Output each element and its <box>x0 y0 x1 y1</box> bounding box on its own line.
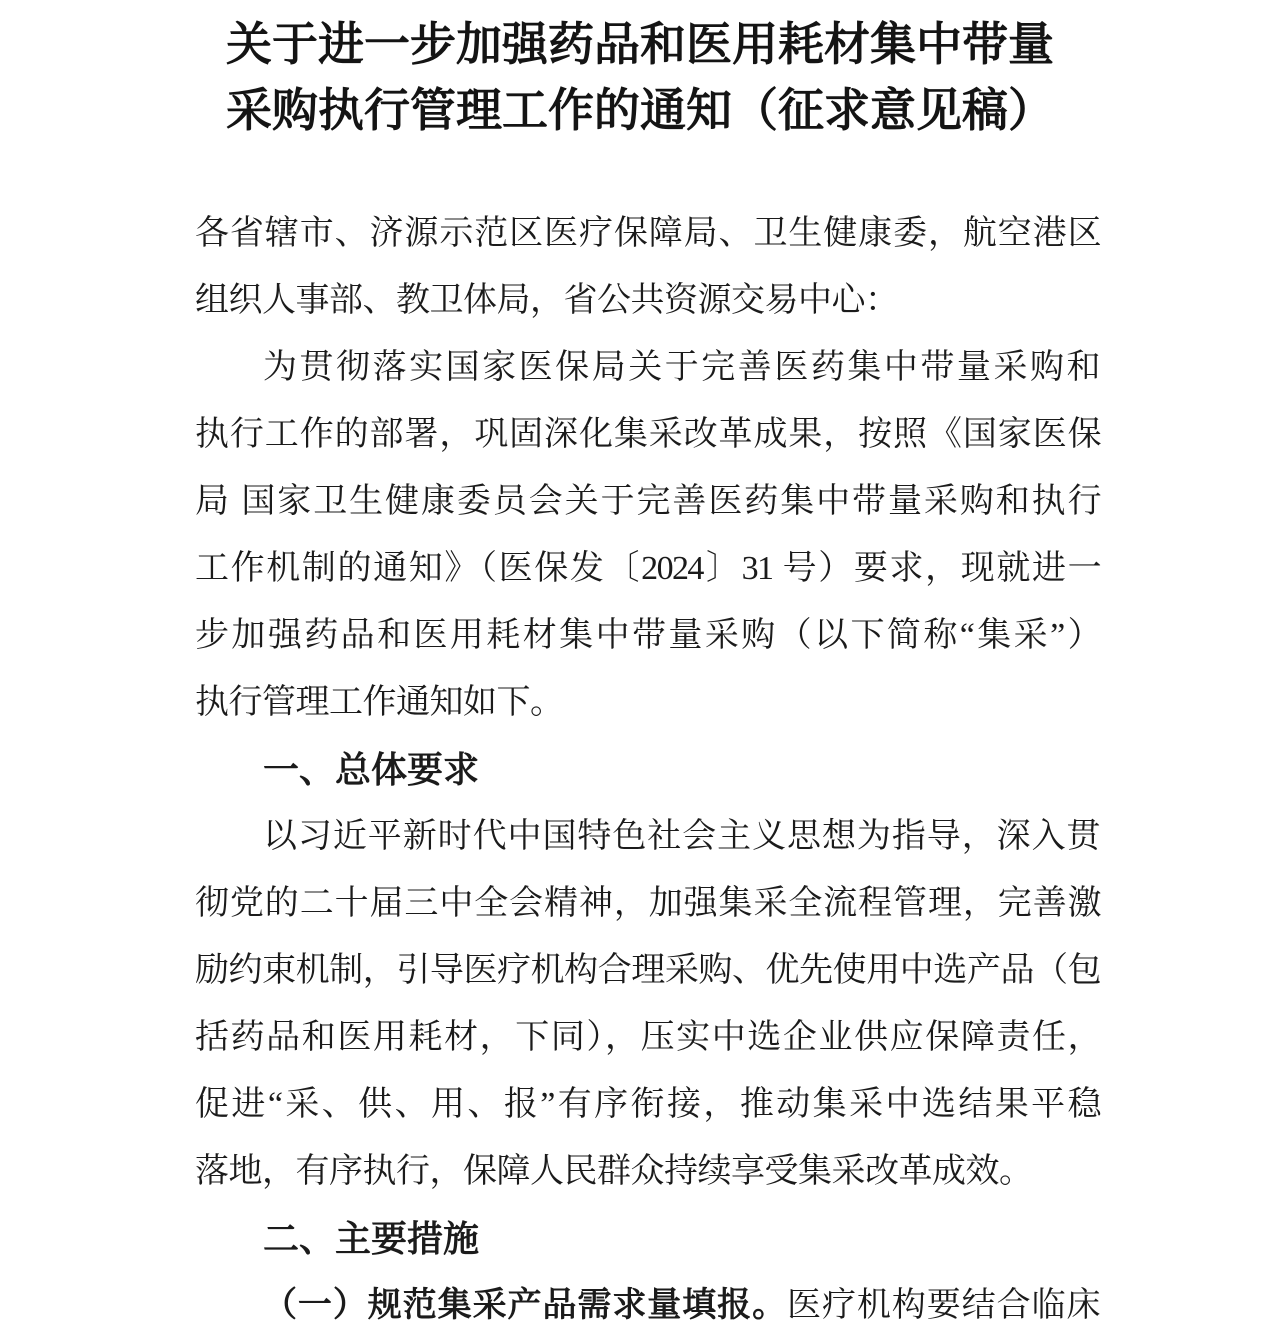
text-line: 各省辖市、济源示范区医疗保障局、卫生健康委，航空港区 <box>195 215 1100 252</box>
text-line: 落地，有序执行，保障人民群众持续享受集采改革成效。 <box>195 1153 1033 1190</box>
text-line: 为贯彻落实国家医保局关于完善医药集中带量采购和 <box>263 349 1100 386</box>
text-line: 步加强药品和医用耗材集中带量采购（以下简称“集采”） <box>195 617 1100 654</box>
text-line: 工作机制的通知》（医保发〔2024〕31 号）要求，现就进一 <box>195 550 1100 587</box>
text-line: 促进“采、供、用、报”有序衔接，推动集采中选结果平稳 <box>195 1086 1100 1123</box>
text-line: 以习近平新时代中国特色社会主义思想为指导，深入贯 <box>263 818 1100 855</box>
text-line: （一）规范集采产品需求量填报。医疗机构要结合临床 <box>263 1287 1101 1324</box>
text-line: 局 国家卫生健康委员会关于完善医药集中带量采购和执行 <box>195 483 1100 520</box>
text-line: 彻党的二十届三中全会精神，加强集采全流程管理，完善激 <box>195 885 1100 922</box>
text-line: 执行管理工作通知如下。 <box>195 684 564 721</box>
document-title-line-2: 采购执行管理工作的通知（征求意见稿） <box>226 85 1054 136</box>
text-line: 括药品和医用耗材，下同），压实中选企业供应保障责任， <box>195 1019 1100 1056</box>
bold-run: （一）规范集采产品需求量填报。 <box>263 1287 788 1324</box>
text-line: 组织人事部、教卫体局，省公共资源交易中心： <box>195 282 899 319</box>
text-line: 励约束机制，引导医疗机构合理采购、优先使用中选产品（包 <box>195 952 1100 989</box>
text-line: 执行工作的部署，巩固深化集采改革成果，按照《国家医保 <box>195 416 1100 453</box>
section-heading: 一、总体要求 <box>263 749 480 790</box>
section-heading: 二、主要措施 <box>263 1218 480 1259</box>
document-title-line-1: 关于进一步加强药品和医用耗材集中带量 <box>226 19 1054 70</box>
document-body <box>195 200 1100 1339</box>
document-title <box>0 0 1280 144</box>
